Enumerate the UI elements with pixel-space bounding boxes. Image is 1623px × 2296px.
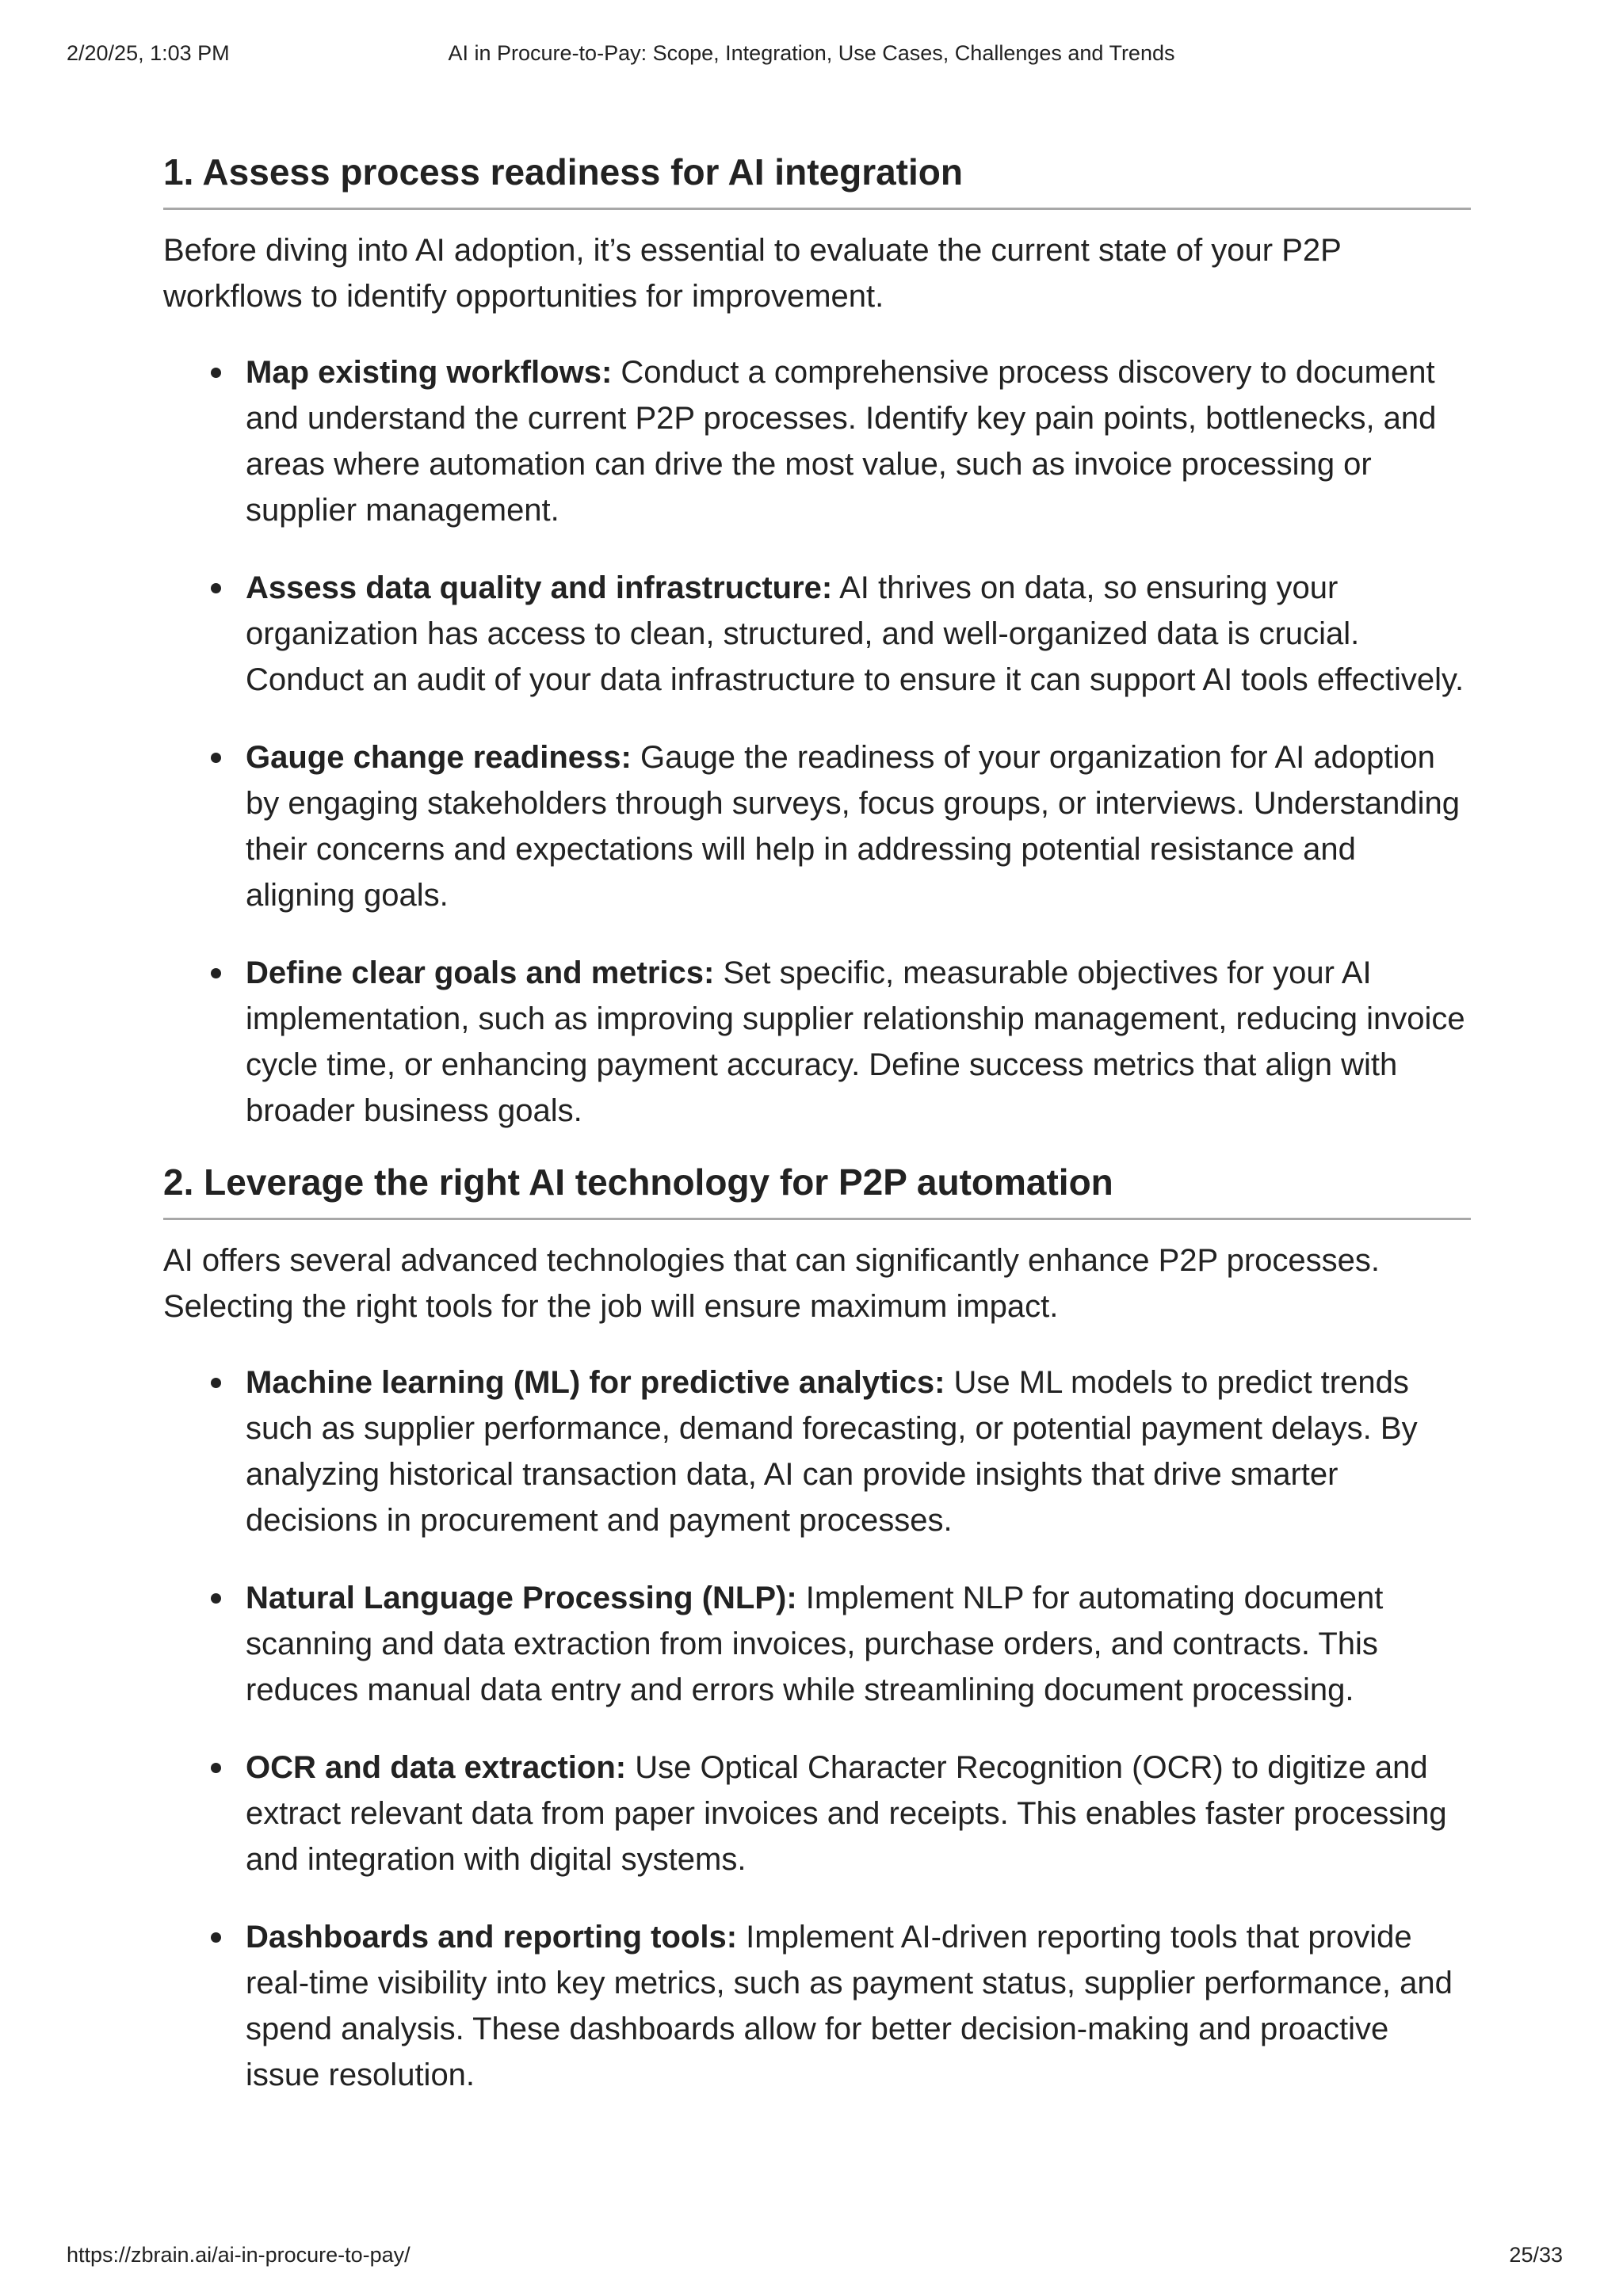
item-term: Natural Language Processing (NLP): bbox=[246, 1581, 797, 1615]
bullet-icon bbox=[211, 1378, 221, 1388]
section-assess-readiness bbox=[163, 151, 1471, 1134]
item-term: Machine learning (ML) for predictive analytics: bbox=[246, 1365, 945, 1400]
section-intro: AI offers several advanced technologies that can significantly enhance P2P processes. Selecting the right tools for the job will ensure maximum impact. bbox=[163, 1243, 1381, 1324]
list-item bbox=[163, 950, 1471, 1134]
item-text: Implement NLP for automating document scanning and data extraction from invoices, purchase orders, and contracts. This reduces manual data entry and errors while streamlining document processing. bbox=[246, 1581, 1384, 1707]
list-item bbox=[163, 565, 1471, 703]
print-page-title: AI in Procure-to-Pay: Scope, Integration, Use Cases, Challenges and Trends bbox=[448, 41, 1175, 65]
bullet-icon bbox=[211, 583, 221, 593]
item-text: Use Optical Character Recognition (OCR) to digitize and extract relevant data from paper invoices and receipts. This enables faster processing and integration with digital systems. bbox=[246, 1750, 1447, 1877]
item-term: Map existing workflows: bbox=[246, 355, 613, 390]
print-datetime: 2/20/25, 1:03 PM bbox=[67, 41, 230, 65]
bullet-icon bbox=[211, 368, 221, 378]
article-content bbox=[163, 151, 1471, 2130]
bullet-icon bbox=[211, 968, 221, 978]
item-text: Use ML models to predict trends such as supplier performance, demand forecasting, or potential payment delays. By analyzing historical transaction data, AI can provide insights that drive smarter decisions in procurement and payment processes. bbox=[246, 1365, 1418, 1538]
section-heading: 1. Assess process readiness for AI integration bbox=[163, 151, 1471, 210]
bullet-icon bbox=[211, 1932, 221, 1943]
item-term: Assess data quality and infrastructure: bbox=[246, 570, 833, 605]
item-text: Conduct a comprehensive process discovery to document and understand the current P2P processes. Identify key pain points, bottlenecks, and areas where automation can drive the most value, such as invoice processing or supplier management. bbox=[246, 355, 1437, 528]
bullet-icon bbox=[211, 1763, 221, 1773]
list-item bbox=[163, 1914, 1471, 2098]
item-term: Define clear goals and metrics: bbox=[246, 955, 715, 990]
list-item bbox=[163, 1360, 1471, 1543]
list-item bbox=[163, 734, 1471, 918]
list-item bbox=[163, 349, 1471, 533]
bullet-icon bbox=[211, 753, 221, 763]
item-text: Gauge the readiness of your organization for AI adoption by engaging stakeholders through surveys, focus groups, or interviews. Understanding their concerns and expectations will help in addressing potential resistance and aligning goals. bbox=[246, 740, 1460, 913]
item-term: OCR and data extraction: bbox=[246, 1750, 627, 1785]
item-term: Dashboards and reporting tools: bbox=[246, 1920, 738, 1955]
item-text: AI thrives on data, so ensuring your organization has access to clean, structured, and well-organized data is crucial. Conduct an audit of your data infrastructure to ensure it can support AI tools effectively. bbox=[246, 570, 1465, 697]
item-term: Gauge change readiness: bbox=[246, 740, 632, 775]
item-text: Set specific, measurable objectives for your AI implementation, such as improving supplier relationship management, reducing invoice cycle time, or enhancing payment accuracy. Define success metrics that align with broader business goals. bbox=[246, 955, 1465, 1128]
bullet-icon bbox=[211, 1593, 221, 1604]
list-item bbox=[163, 1575, 1471, 1713]
item-text: Implement AI-driven reporting tools that provide real-time visibility into key metrics, such as payment status, supplier performance, and spend analysis. These dashboards allow for better decision-making and proactive issue resolution. bbox=[246, 1920, 1453, 2092]
print-header bbox=[0, 41, 1623, 70]
page-number: 25/33 bbox=[1509, 2243, 1563, 2267]
bullet-list bbox=[163, 349, 1471, 1134]
section-leverage-ai-technology bbox=[163, 1161, 1471, 2098]
page-url: https://zbrain.ai/ai-in-procure-to-pay/ bbox=[67, 2243, 411, 2267]
section-heading: 2. Leverage the right AI technology for P2P automation bbox=[163, 1161, 1471, 1220]
bullet-list bbox=[163, 1360, 1471, 2098]
print-footer bbox=[0, 2243, 1623, 2271]
list-item bbox=[163, 1745, 1471, 1882]
section-intro: Before diving into AI adoption, it’s essential to evaluate the current state of your P2P workflows to identify opportunities for improvement. bbox=[163, 233, 1342, 314]
